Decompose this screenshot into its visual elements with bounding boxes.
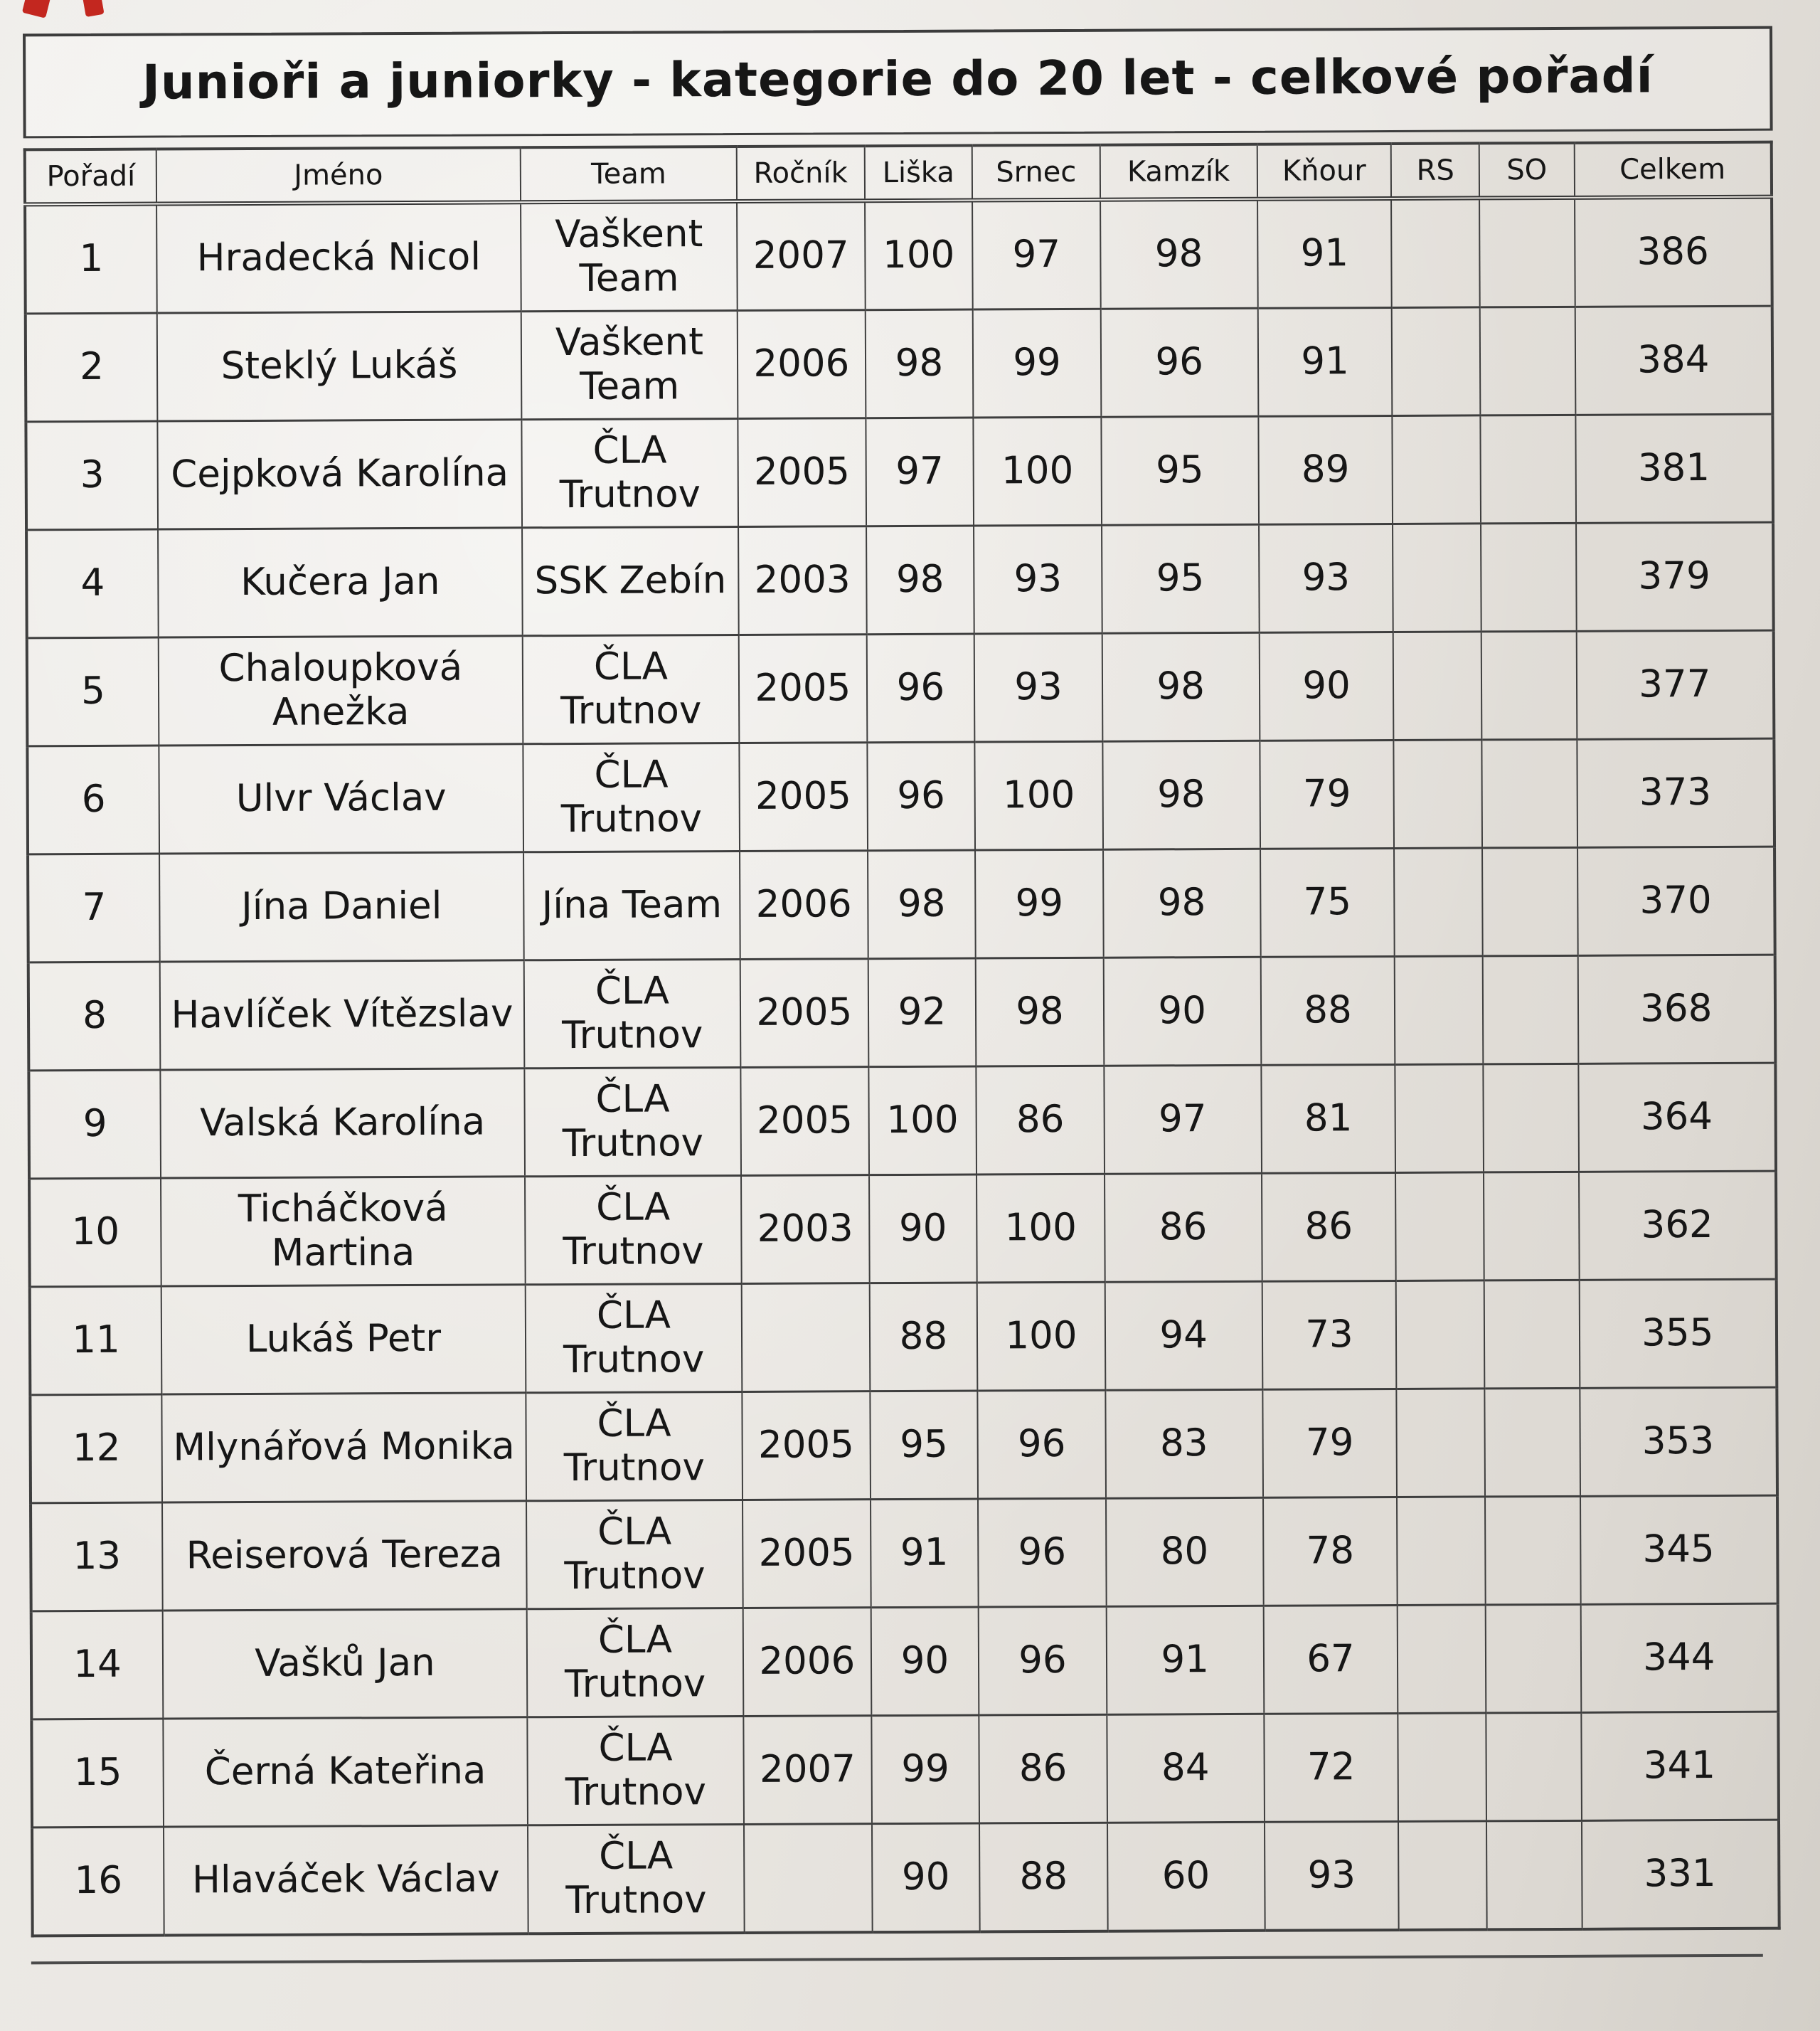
cell-celkem: 364 [1578, 1063, 1776, 1172]
cell-rs [1397, 1389, 1486, 1497]
cell-rocnik: 2003 [741, 1175, 869, 1284]
cell-liska: 100 [865, 200, 973, 309]
cell-knour: 81 [1261, 1064, 1395, 1173]
cell-so [1484, 1280, 1580, 1389]
cell-so [1481, 523, 1576, 632]
results-table [23, 140, 1781, 1937]
column-header-team: Team [521, 147, 737, 202]
cell-srnec: 93 [974, 633, 1102, 742]
table-row [32, 1820, 1779, 1936]
red-pen-mark-icon [22, 0, 50, 18]
cell-so [1484, 1172, 1579, 1280]
cell-poradi: 12 [30, 1394, 162, 1503]
cell-srnec: 86 [976, 1066, 1105, 1174]
cell-kamzik: 95 [1102, 524, 1260, 633]
cell-jmeno: Ulvr Václav [159, 744, 523, 854]
cell-knour: 93 [1265, 1821, 1399, 1930]
cell-kamzik: 60 [1107, 1822, 1265, 1931]
page-title: Junioři a juniorky - kategorie do 20 let - celkové pořadí [23, 26, 1773, 139]
cell-so [1486, 1712, 1582, 1821]
cell-celkem: 379 [1576, 522, 1774, 631]
cell-rocnik [742, 1283, 870, 1392]
cell-poradi: 8 [28, 962, 161, 1071]
table-header [25, 142, 1772, 204]
table-row [28, 847, 1775, 963]
cell-rocnik: 2007 [743, 1716, 871, 1825]
cell-srnec: 99 [975, 849, 1103, 958]
cell-celkem: 381 [1575, 414, 1773, 523]
column-header-srnec: Srnec [972, 145, 1100, 201]
cell-rocnik: 2006 [738, 310, 866, 419]
cell-jmeno: Ticháčková Martina [161, 1177, 526, 1286]
cell-so [1481, 415, 1576, 524]
column-header-kamzik: Kamzík [1100, 144, 1257, 200]
cell-so [1482, 847, 1577, 956]
cell-team: ČLA Trutnov [523, 635, 740, 743]
table-body [25, 196, 1779, 1936]
cell-kamzik: 83 [1105, 1389, 1263, 1498]
cell-team: ČLA Trutnov [526, 1500, 743, 1608]
cell-jmeno: Lukáš Petr [161, 1285, 526, 1394]
cell-knour: 75 [1260, 848, 1395, 957]
cell-liska: 98 [865, 309, 973, 418]
table-row [31, 1495, 1778, 1611]
cell-poradi: 16 [32, 1827, 164, 1936]
cell-srnec: 100 [977, 1282, 1105, 1391]
cell-team: ČLA Trutnov [524, 959, 741, 1068]
cell-srnec: 96 [978, 1498, 1106, 1607]
cell-rocnik: 2005 [739, 635, 867, 743]
cell-poradi: 15 [31, 1719, 164, 1828]
cell-srnec: 96 [979, 1606, 1107, 1715]
cell-poradi: 5 [27, 637, 159, 746]
cell-rocnik: 2005 [740, 1067, 868, 1176]
cell-liska: 90 [871, 1607, 979, 1716]
cell-celkem: 370 [1577, 847, 1775, 955]
table-row [30, 1279, 1777, 1395]
cell-liska: 96 [866, 634, 974, 743]
cell-rs [1395, 1172, 1484, 1281]
cell-rs [1393, 524, 1481, 632]
cell-poradi: 4 [26, 529, 159, 638]
cell-jmeno: Vašků Jan [163, 1609, 528, 1719]
cell-rocnik: 2005 [740, 959, 868, 1068]
cell-poradi: 14 [31, 1611, 164, 1719]
cell-jmeno: Hradecká Nicol [156, 202, 521, 313]
cell-knour: 79 [1260, 740, 1394, 849]
table-row [30, 1387, 1777, 1503]
cell-team: ČLA Trutnov [527, 1608, 744, 1717]
table-row [26, 522, 1774, 638]
cell-knour: 72 [1264, 1713, 1398, 1822]
cell-knour: 91 [1257, 198, 1392, 308]
cell-rs [1392, 307, 1481, 416]
cell-kamzik: 96 [1100, 308, 1258, 417]
cell-rocnik: 2006 [740, 851, 868, 960]
header-row [25, 142, 1772, 204]
cell-jmeno: Valská Karolína [160, 1068, 525, 1178]
cell-rs [1394, 740, 1483, 849]
table-row [28, 1063, 1776, 1179]
cell-kamzik: 95 [1101, 416, 1259, 525]
cell-celkem: 345 [1580, 1495, 1778, 1604]
cell-team: ČLA Trutnov [528, 1824, 745, 1934]
cell-srnec: 98 [976, 958, 1104, 1066]
cell-so [1486, 1604, 1581, 1713]
cell-rs [1393, 415, 1481, 524]
cell-liska: 90 [869, 1174, 977, 1283]
cell-rocnik: 2003 [738, 526, 866, 635]
cell-liska: 97 [866, 418, 974, 526]
cell-kamzik: 91 [1106, 1606, 1264, 1714]
table-row [31, 1603, 1779, 1719]
cell-rs [1395, 956, 1484, 1065]
cell-celkem: 355 [1579, 1279, 1777, 1388]
cell-poradi: 6 [27, 746, 159, 854]
cell-poradi: 11 [30, 1286, 162, 1395]
cell-rocnik: 2005 [739, 743, 867, 852]
cell-srnec: 88 [979, 1823, 1107, 1931]
cell-rs [1395, 1064, 1484, 1173]
cell-srnec: 86 [979, 1714, 1107, 1823]
cell-kamzik: 98 [1102, 741, 1260, 849]
cell-liska: 91 [871, 1499, 979, 1608]
cell-srnec: 100 [974, 417, 1102, 526]
table-row [28, 955, 1776, 1071]
column-header-poradi: Pořadí [25, 149, 156, 204]
cell-liska: 98 [866, 526, 974, 635]
cell-rs [1397, 1497, 1486, 1606]
column-header-rs: RS [1391, 143, 1479, 198]
cell-team: ČLA Trutnov [523, 743, 740, 852]
cell-liska: 100 [868, 1066, 976, 1175]
cell-celkem: 353 [1580, 1387, 1777, 1496]
cell-srnec: 100 [975, 741, 1103, 850]
cell-knour: 91 [1257, 307, 1392, 416]
cell-celkem: 384 [1575, 306, 1772, 415]
table-row [26, 306, 1773, 422]
cell-so [1485, 1388, 1580, 1497]
cell-poradi: 9 [28, 1070, 161, 1179]
table-row [27, 630, 1774, 746]
cell-celkem: 331 [1582, 1820, 1779, 1929]
cell-jmeno: Černá Kateřina [163, 1717, 528, 1827]
cell-celkem: 362 [1579, 1171, 1777, 1280]
cell-srnec: 97 [972, 200, 1100, 309]
cell-kamzik: 98 [1103, 849, 1261, 958]
cell-liska: 95 [870, 1391, 978, 1500]
cell-jmeno: Chaloupková Anežka [159, 636, 523, 746]
cell-celkem: 341 [1581, 1712, 1779, 1820]
cell-poradi: 13 [31, 1502, 163, 1611]
results-sheet [23, 26, 1781, 1965]
cell-srnec: 100 [976, 1174, 1105, 1283]
cell-so [1485, 1496, 1580, 1605]
cell-so [1481, 631, 1577, 740]
cell-jmeno: Reiserová Tereza [162, 1501, 527, 1611]
column-header-knour: Kňour [1257, 144, 1391, 199]
cell-liska: 99 [871, 1715, 979, 1824]
cell-so [1483, 955, 1578, 1064]
cell-knour: 90 [1259, 632, 1393, 741]
cell-jmeno: Havlíček Vítězslav [160, 960, 525, 1070]
cell-knour: 79 [1262, 1389, 1397, 1497]
red-pen-mark-icon [82, 0, 104, 17]
cell-rocnik: 2005 [743, 1500, 871, 1608]
cell-jmeno: Kučera Jan [158, 528, 523, 637]
cell-knour: 67 [1263, 1605, 1398, 1714]
cell-kamzik: 86 [1105, 1173, 1262, 1282]
table-row [29, 1171, 1777, 1287]
cell-poradi: 10 [29, 1178, 161, 1287]
cell-kamzik: 97 [1104, 1065, 1262, 1174]
cell-poradi: 7 [28, 854, 160, 963]
cell-kamzik: 98 [1102, 632, 1260, 741]
cell-rocnik: 2005 [742, 1391, 870, 1500]
cell-so [1484, 1064, 1579, 1172]
cell-jmeno: Cejpková Karolína [157, 420, 522, 529]
cell-knour: 89 [1258, 415, 1393, 524]
cell-rs [1394, 848, 1483, 957]
cell-team: ČLA Trutnov [525, 1175, 742, 1284]
table-row [27, 738, 1774, 854]
cell-poradi: 1 [25, 203, 157, 313]
cell-liska: 98 [868, 850, 976, 959]
cell-kamzik: 98 [1100, 199, 1258, 309]
cell-team: ČLA Trutnov [526, 1391, 743, 1500]
cell-jmeno: Hlaváček Václav [164, 1825, 528, 1936]
cell-liska: 92 [868, 958, 976, 1067]
cell-poradi: 2 [26, 313, 158, 422]
cell-rs [1396, 1280, 1485, 1389]
cell-srnec: 96 [978, 1390, 1106, 1499]
cell-team: ČLA Trutnov [527, 1716, 744, 1825]
cell-knour: 86 [1262, 1172, 1396, 1281]
cell-so [1479, 198, 1575, 307]
cell-kamzik: 90 [1103, 957, 1261, 1066]
column-header-so: SO [1479, 143, 1575, 198]
cell-team: Jína Team [523, 851, 740, 960]
column-header-jmeno: Jméno [156, 147, 521, 203]
cell-rs [1398, 1821, 1487, 1930]
cell-rs [1393, 632, 1482, 741]
cell-rs [1398, 1713, 1487, 1822]
cell-knour: 88 [1260, 956, 1395, 1065]
cell-celkem: 386 [1575, 196, 1772, 307]
cell-so [1480, 307, 1575, 415]
cell-jmeno: Jína Daniel [159, 852, 524, 962]
cell-so [1482, 739, 1577, 848]
cell-liska: 90 [872, 1823, 980, 1932]
cell-jmeno: Mlynářová Monika [161, 1393, 526, 1502]
cell-rocnik: 2005 [738, 418, 866, 527]
cell-knour: 93 [1259, 524, 1393, 632]
cell-srnec: 93 [974, 525, 1102, 634]
cell-so [1486, 1820, 1582, 1929]
cell-rs [1398, 1605, 1486, 1714]
cell-rocnik: 2007 [737, 201, 865, 310]
table-row [26, 414, 1773, 530]
cell-jmeno: Steklý Lukáš [157, 312, 522, 421]
cell-team: ČLA Trutnov [521, 418, 738, 527]
cell-celkem: 368 [1577, 955, 1775, 1064]
cell-kamzik: 84 [1107, 1714, 1265, 1823]
cell-liska: 88 [869, 1283, 977, 1391]
cell-rocnik: 2006 [743, 1608, 871, 1717]
cell-liska: 96 [867, 742, 975, 851]
cell-celkem: 344 [1580, 1603, 1778, 1712]
cell-srnec: 99 [973, 309, 1101, 418]
column-header-rocnik: Ročník [737, 146, 865, 201]
cell-rocnik [744, 1824, 872, 1933]
column-header-celkem: Celkem [1574, 142, 1772, 197]
page-bottom-rule [31, 1954, 1763, 1965]
table-row [31, 1712, 1779, 1828]
column-header-liska: Liška [864, 145, 972, 201]
table-row [25, 196, 1772, 313]
cell-team: Vaškent Team [521, 201, 738, 312]
cell-knour: 78 [1263, 1497, 1398, 1606]
cell-team: ČLA Trutnov [524, 1067, 741, 1176]
cell-poradi: 3 [26, 421, 158, 530]
cell-kamzik: 94 [1105, 1281, 1262, 1390]
cell-rs [1391, 198, 1480, 307]
cell-celkem: 377 [1576, 630, 1774, 739]
cell-knour: 73 [1262, 1280, 1396, 1389]
cell-celkem: 373 [1577, 738, 1774, 847]
cell-kamzik: 80 [1106, 1497, 1264, 1606]
cell-team: SSK Zebín [522, 526, 739, 635]
cell-team: ČLA Trutnov [526, 1283, 743, 1392]
cell-team: Vaškent Team [521, 310, 738, 419]
